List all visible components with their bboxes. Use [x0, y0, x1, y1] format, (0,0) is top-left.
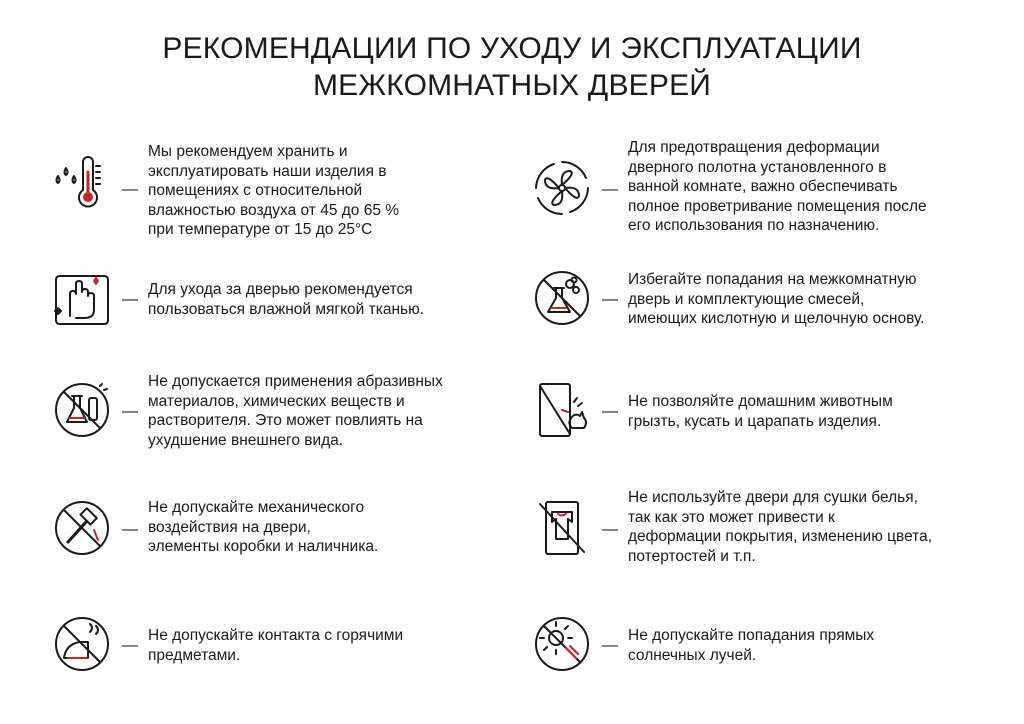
no-sunlight-icon: [532, 614, 592, 674]
dash: —: [122, 521, 138, 538]
recommendation-text: Мы рекомендуем хранить и эксплуатировать наши изделия в помещениях с относительной влажностью воздуха от 45 до 65 % при температуре от 15 до 25°С: [148, 143, 400, 239]
recommendation-text: Для предотвращения деформации дверного полотна установленного в ванной комнате, важно обеспечивать полное проветривание помещения после его использования по назначению.: [628, 139, 927, 235]
recommendation-text: Избегайте попадания на межкомнатную дверь и комплектующие смесей, имеющих кислотную и щелочную основу.: [628, 271, 925, 328]
recommendation-text: Не позволяйте домашним животным грызть, кусать и царапать изделия.: [628, 393, 893, 430]
recommendation-text: Для ухода за дверью рекомендуется пользоваться влажной мягкой тканью.: [148, 281, 425, 318]
dash: —: [122, 181, 138, 198]
no-iron-heat-icon: [52, 614, 112, 674]
recommendation-text: Не допускайте механического воздействия на двери, элементы коробки и наличника.: [148, 499, 379, 556]
dash: —: [602, 291, 618, 308]
recommendation-text: Не допускайте контакта с горячими предметами.: [148, 627, 404, 664]
page-title: [0, 30, 1024, 104]
title-line-2: МЕЖКОМНАТНЫХ ДВЕРЕЙ: [312, 69, 712, 102]
recommendation-text: Не допускается применения абразивных материалов, химических веществ и растворителя. Это может повлиять на ухудшение внешнего вида.: [148, 373, 443, 449]
dash: —: [602, 403, 618, 420]
recommendation-text: Не используйте двери для сушки белья, так как это может привести к деформации покрытия, изменению цвета, потертостей и т.п.: [628, 489, 933, 565]
dash: —: [602, 637, 618, 654]
dash: —: [122, 291, 138, 308]
wipe-hand-cloth-icon: [52, 268, 112, 328]
dash: —: [122, 403, 138, 420]
humidity-thermometer-icon: [52, 154, 112, 214]
no-pets-scratch-icon: [532, 380, 592, 440]
ventilation-fan-icon: [532, 158, 592, 218]
dash: —: [602, 181, 618, 198]
title-line-1: РЕКОМЕНДАЦИИ ПО УХОДУ И ЭКСПЛУАТАЦИИ: [162, 32, 862, 65]
dash: —: [122, 637, 138, 654]
dash: —: [602, 521, 618, 538]
recommendation-text: Не допускайте попадания прямых солнечных лучей.: [628, 627, 875, 664]
no-hammer-icon: [52, 498, 112, 558]
no-drying-laundry-icon: [532, 498, 592, 558]
no-chemicals-icon: [52, 380, 112, 440]
no-acid-flask-icon: [532, 268, 592, 328]
